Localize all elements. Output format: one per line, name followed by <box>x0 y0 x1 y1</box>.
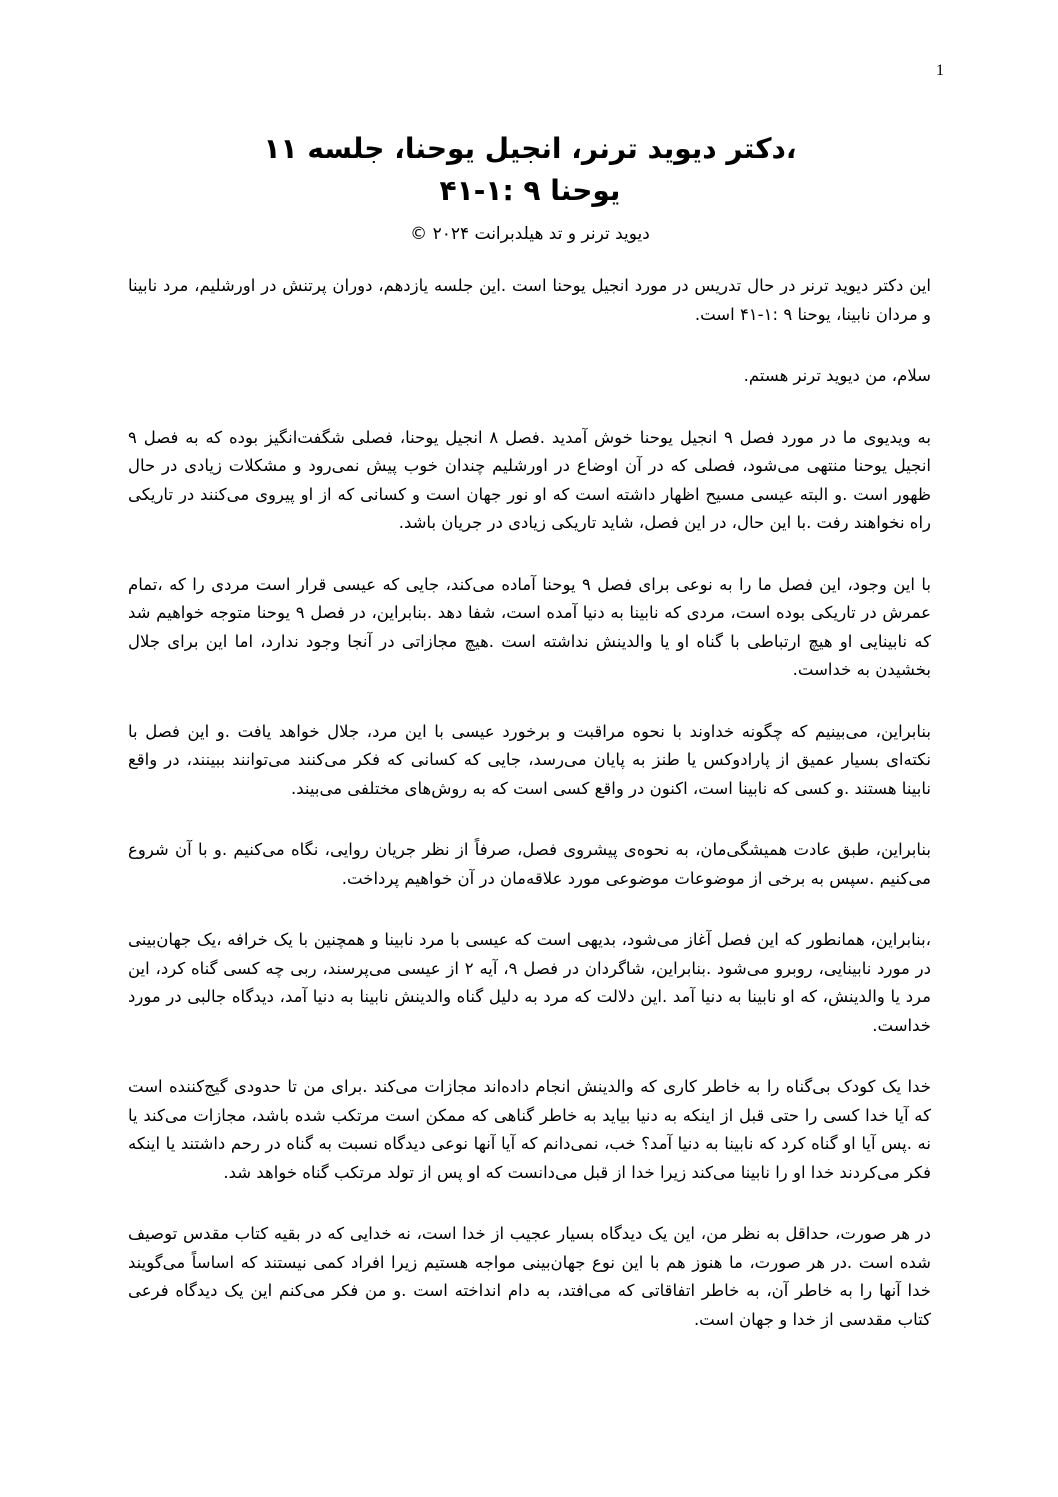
document-byline: دیوید ترنر و تد هیلدبرانت ۲۰۲۴ © <box>410 224 650 244</box>
paragraph: در هر صورت، حداقل به نظر من، این یک دیدگاه بسیار عجیب از خدا است، نه خدایی که در بقیه کتاب مقدس توصیف شده است .در هر صورت، ما هنوز هم با این نوع جهان‌بینی مواجه هستیم زیرا افراد کمی نیستند که اساساً می‌گویند خدا آنها را به خاطر آن، به خاطر اتفاقاتی که می‌افتد، به دام انداخته است .و من فکر می‌کنم این یک دیدگاه فرعی کتاب مقدسی از خدا و جهان است. <box>128 1224 931 1329</box>
paragraph: این دکتر دیوید ترنر در حال تدریس در مورد انجیل یوحنا است .این جلسه یازدهم، دوران پرتنش در اورشلیم، مرد نابینا و مردان نابینا، یوحنا ۹ :۱-۴۱ است. <box>128 276 931 324</box>
document-title-line-2: یوحنا ۹ :۱-۴۱ <box>439 174 621 207</box>
paragraph: با این وجود، این فصل ما را به نوعی برای فصل ۹ یوحنا آماده می‌کند، جایی که عیسی قرار است مردی را که ،تمام عمرش در تاریکی بوده است، مردی که نابینا به دنیا آمده است، شفا دهد .بنابراین، در فصل ۹ یوحنا متوجه خواهیم شد که نابینایی او هیچ ارتباطی با گناه او یا والدینش نداشته است .هیچ مجازاتی در آنجا وجود ندارد، اما این برای جلال بخشیدن به خداست. <box>128 574 931 679</box>
page-number: 1 <box>936 62 944 79</box>
paragraph: به ویدیوی ما در مورد فصل ۹ انجیل یوحنا خوش آمدید .فصل ۸ انجیل یوحنا، فصلی شگفت‌انگیز بوده که به فصل ۹ انجیل یوحنا منتهی می‌شود، فصلی که در آن اوضاع در اورشلیم چندان خوب پیش نمی‌رود و مشکلات زیادی در حال ظهور است .و البته عیسی مسیح اظهار داشته است که او نور جهان است و کسانی که از او پیروی می‌کنند در تاریکی راه نخواهند رفت .با این حال، در این فصل، شاید تاریکی زیادی در جریان باشد. <box>128 427 931 532</box>
document-header <box>130 128 930 250</box>
document-body <box>128 272 931 1367</box>
paragraph: بنابراین، طبق عادت همیشگی‌مان، به نحوه‌ی پیشروی فصل، صرفاً از نظر جریان روایی، نگاه می‌کنیم .و با آن شروع می‌کنیم .سپس به برخی از موضوعات موضوعی مورد علاقه‌مان در آن خواهیم پرداخت. <box>128 840 931 888</box>
paragraph: خدا یک کودک بی‌گناه را به خاطر کاری که والدینش انجام داده‌اند مجازات می‌کند .برای من تا حدودی گیج‌کننده است که آیا خدا کسی را حتی قبل از اینکه به دنیا بیاید به خاطر گناهی که ممکن است مرتکب شده باشد، مجازات می‌کند یا نه .پس آیا او گناه کرد که نابینا به دنیا آمد؟ خب، نمی‌دانم که آیا آنها نوعی دیدگاه نسبت به گناه در رحم داشتند یا اینکه فکر می‌کردند خدا او را نابینا می‌کند زیرا خدا از قبل می‌دانست که او پس از تولد مرتکب گناه خواهد شد. <box>128 1077 931 1182</box>
paragraph: بنابراین، می‌بینیم که چگونه خداوند با نحوه مراقبت و برخورد عیسی با این مرد، جلال خواهد یافت .و این فصل با نکته‌ای بسیار عمیق از پارادوکس یا طنز به پایان می‌رسد، جایی که کسانی که فکر می‌کنند می‌توانند ببینند، در واقع نابینا هستند .و کسی که نابینا است، اکنون در واقع کسی است که به روش‌های مختلفی می‌بیند. <box>128 721 931 798</box>
paragraph: سلام، من دیوید ترنر هستم. <box>743 366 931 385</box>
document-title-line-1: ،دکتر دیوید ترنر، انجیل یوحنا، جلسه ۱۱ <box>263 132 797 165</box>
paragraph: ،بنابراین، همانطور که این فصل آغاز می‌شود، بدیهی است که عیسی با مرد نابینا و همچنین با یک خرافه ،یک جهان‌بینی در مورد نابینایی، روبرو می‌شود .بنابراین، شاگردان در فصل ۹، آیه ۲ از عیسی می‌پرسند، ربی چه کسی گناه کرد، این مرد یا والدینش، که او نابینا به دنیا آمد .این دلالت که مرد به دلیل گناه والدینش نابینا به دنیا آمد، دیدگاه جالبی در مورد خداست. <box>128 930 931 1035</box>
